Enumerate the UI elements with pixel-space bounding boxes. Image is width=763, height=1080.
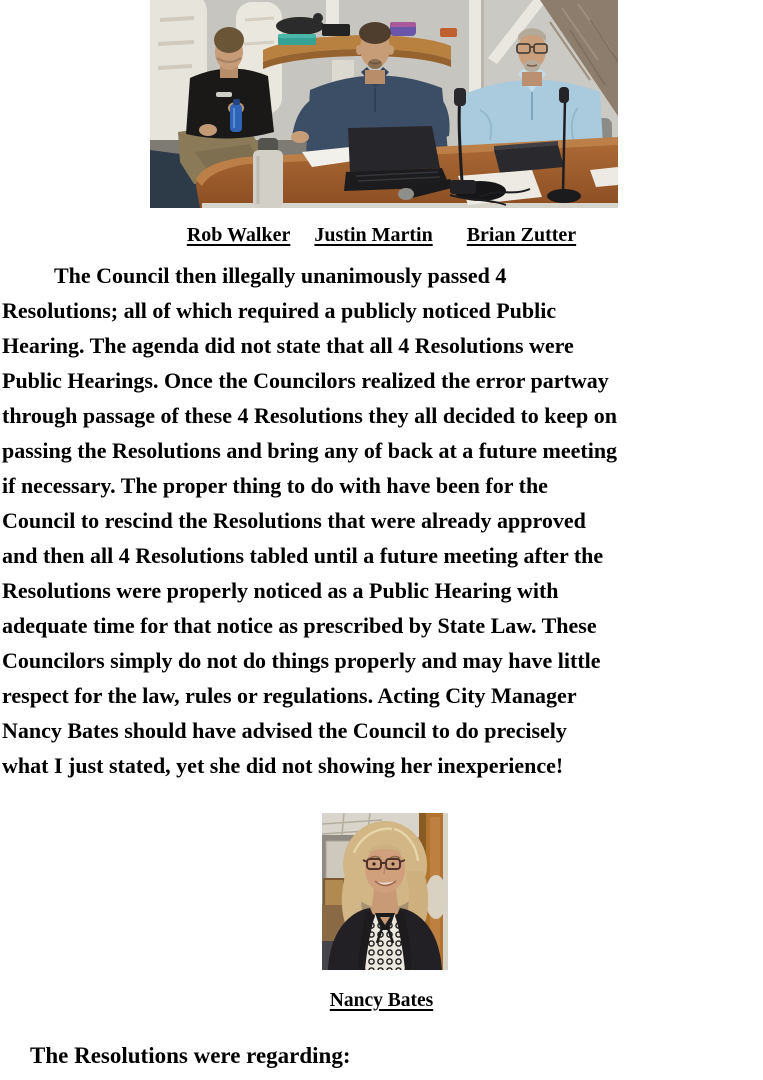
paragraph-line: through passage of these 4 Resolutions they all decided to keep on — [2, 403, 618, 428]
nancy-photo-caption: Nancy Bates — [329, 990, 434, 1011]
paragraph-line: Resolutions; all of which required a publicly noticed Public — [2, 298, 557, 323]
paragraph-line: if necessary. The proper thing to do with have been for the — [2, 473, 548, 498]
paragraph-line: adequate time for that notice as prescribed by State Law. These — [2, 613, 597, 638]
justin-hand — [291, 131, 309, 143]
blue-water-bottle — [230, 104, 242, 132]
caption-name-justin-martin: Justin Martin — [314, 224, 433, 246]
paragraph-line: passing the Resolutions and bring any of back at a future meeting — [2, 438, 618, 463]
caption-name-rob-walker: Rob Walker — [186, 224, 291, 246]
council-photo-caption — [0, 222, 763, 248]
open-laptop — [348, 126, 440, 172]
paragraph-line: The Council then illegally unanimously passed 4 — [54, 263, 507, 288]
paragraph-line: Councilors simply do not do things properly and may have little — [2, 648, 601, 673]
paragraph-line: Hearing. The agenda did not state that all 4 Resolutions were — [2, 333, 574, 358]
white-statue — [425, 875, 447, 919]
caption-name-brian-zutter: Brian Zutter — [466, 224, 577, 246]
council-meeting-photo-graphic — [150, 0, 618, 208]
resolutions-heading: The Resolutions were regarding: — [30, 1043, 351, 1068]
paragraph-line: respect for the law, rules or regulations. Acting City Manager — [2, 683, 577, 708]
orange-item — [440, 28, 457, 37]
desk-microphone — [559, 87, 569, 103]
paragraph-line: and then all 4 Resolutions tabled until a future meeting after the — [2, 543, 604, 568]
paragraph-line: what I just stated, yet she did not showing her inexperience! — [2, 753, 564, 778]
paragraph-line: Nancy Bates should have advised the Council to do precisely — [2, 718, 567, 743]
paragraph-line: Public Hearings. Once the Councilors realized the error partway — [2, 368, 609, 393]
article-paragraph — [2, 258, 762, 783]
paragraph-line: Council to rescind the Resolutions that were already approved — [2, 508, 586, 533]
nancy-bates-photo — [322, 813, 448, 970]
council-meeting-photo — [150, 0, 618, 208]
paragraph-line: Resolutions were properly noticed as a Public Hearing with — [2, 578, 559, 603]
neck — [371, 889, 399, 916]
nancy-bates-photo-graphic — [322, 813, 448, 970]
microphone — [454, 88, 466, 106]
